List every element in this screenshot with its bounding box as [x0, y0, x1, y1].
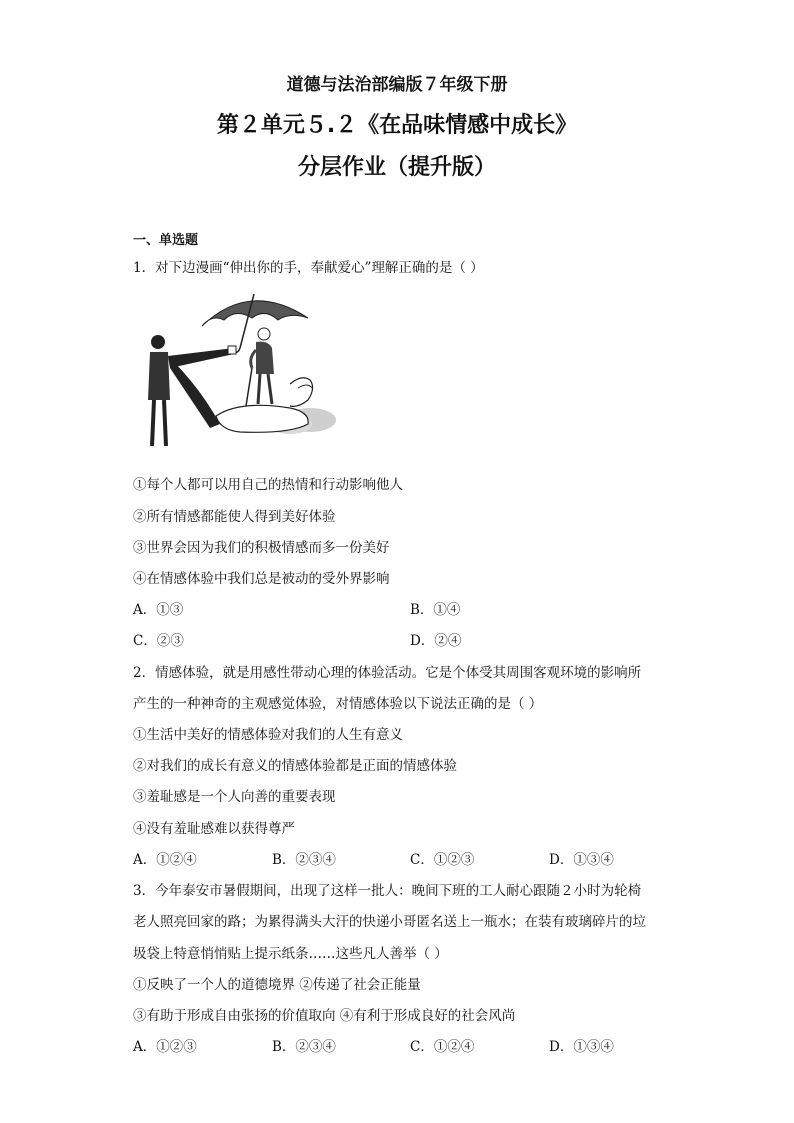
- q1-statement-2: ②所有情感都能使人得到美好体验: [133, 509, 336, 525]
- document-unit-title: 第２单元５.２《在品味情感中成长》: [216, 113, 578, 138]
- q1-option-b[interactable]: B．①④: [410, 602, 461, 618]
- q1-statement-4: ④在情感体验中我们总是被动的受外界影响: [133, 571, 390, 587]
- q3-stem-line-1: 3．今年泰安市暑假期间，出现了这样一批人：晚间下班的工人耐心跟随２小时为轮椅: [133, 883, 642, 899]
- section-heading: 一、单选题: [133, 233, 199, 248]
- q1-statement-3: ③世界会因为我们的积极情感而多一份美好: [133, 540, 390, 556]
- q3-statements-3-4: ③有助于形成自由张扬的价值取向 ④有利于形成良好的社会风尚: [133, 1008, 516, 1024]
- q1-stem: 1．对下边漫画“伸出你的手，奉献爱心”理解正确的是（ ）: [133, 260, 484, 276]
- q3-option-c[interactable]: C．①②④: [410, 1039, 475, 1055]
- q1-option-a[interactable]: A．①③: [133, 602, 184, 618]
- q2-statement-2: ②对我们的成长有意义的情感体验都是正面的情感体验: [133, 758, 457, 774]
- q1-statement-1: ①每个人都可以用自己的热情和行动影响他人: [133, 477, 403, 493]
- q3-stem-line-3: 圾袋上特意悄悄贴上提示纸条……这些凡人善举（ ）: [133, 946, 448, 962]
- q3-option-d[interactable]: D．①③④: [549, 1039, 614, 1055]
- q3-statements-1-2: ①反映了一个人的道德境界 ②传递了社会正能量: [133, 977, 421, 993]
- document-homework-title: 分层作业（提升版）: [297, 155, 496, 180]
- q3-option-a[interactable]: A．①②③: [133, 1039, 197, 1055]
- q2-option-d[interactable]: D．①③④: [549, 852, 614, 868]
- q2-option-a[interactable]: A．①②④: [133, 852, 197, 868]
- document-subject-title: 道德与法治部编版７年级下册: [286, 75, 508, 95]
- q2-option-b[interactable]: B．②③④: [272, 852, 336, 868]
- q2-statement-1: ①生活中美好的情感体验对我们的人生有意义: [133, 727, 403, 743]
- q1-option-d[interactable]: D．②④: [410, 633, 462, 649]
- q3-option-b[interactable]: B．②③④: [272, 1039, 336, 1055]
- q2-stem-line-1: 2．情感体验，就是用感性带动心理的体验活动。它是个体受其周围客观环境的影响所: [133, 665, 642, 681]
- cartoon-illustration: [140, 288, 340, 458]
- q2-stem-line-2: 产生的一种神奇的主观感觉体验，对情感体验以下说法正确的是（ ）: [133, 696, 543, 712]
- q2-option-c[interactable]: C．①②③: [410, 852, 475, 868]
- q2-statement-3: ③羞耻感是一个人向善的重要表现: [133, 789, 336, 805]
- q3-stem-line-2: 老人照亮回家的路；为累得满头大汗的快递小哥匿名送上一瓶水；在装有玻璃碎片的垃: [133, 914, 646, 930]
- q2-statement-4: ④没有羞耻感难以获得尊严: [133, 821, 295, 837]
- q1-option-c[interactable]: C．②③: [133, 633, 184, 649]
